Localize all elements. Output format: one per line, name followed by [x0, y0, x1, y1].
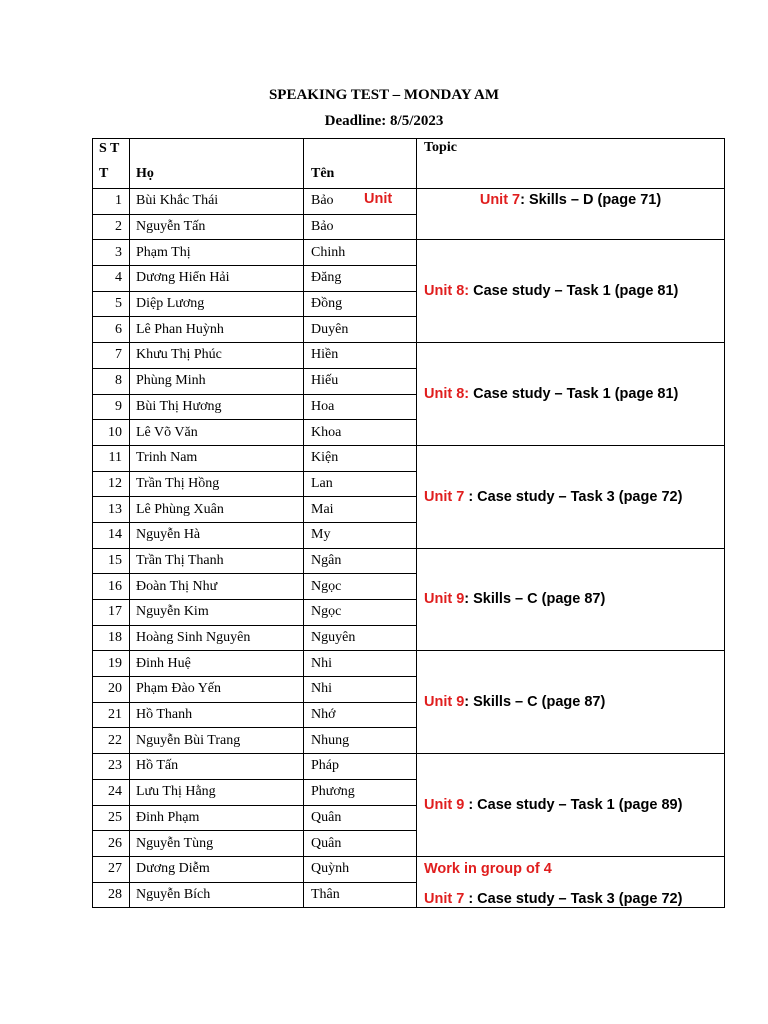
student-ten: Kiện: [304, 445, 417, 471]
student-ten: Bảo: [304, 214, 417, 240]
table-row: [93, 445, 725, 471]
row-number: 12: [93, 471, 130, 497]
student-ten: Lan: [304, 471, 417, 497]
header-stt-line2: T: [99, 166, 109, 181]
header-ten: [304, 139, 417, 189]
topic-cell: [417, 548, 725, 651]
header-topic-label: Topic: [424, 140, 457, 155]
topic-unit: Unit 9: [424, 694, 465, 710]
student-ho: Đinh Phạm: [130, 805, 304, 831]
table-row: [93, 189, 725, 215]
student-ho: Phạm Đào Yến: [130, 677, 304, 703]
row-number: 28: [93, 882, 130, 908]
header-ho-label: Họ: [136, 166, 154, 181]
student-ho: Phùng Minh: [130, 368, 304, 394]
row-number: 26: [93, 831, 130, 857]
topic-description: : Skills – C (page 87): [464, 694, 606, 710]
student-ho: Nguyễn Tấn: [130, 214, 304, 240]
student-ten: Nhi: [304, 651, 417, 677]
header-stt-line1: S T: [99, 141, 120, 156]
row-number: 3: [93, 240, 130, 266]
student-ten: My: [304, 522, 417, 548]
student-ten: Đăng: [304, 266, 417, 292]
topic-description: : Case study – Task 1 (page 89): [468, 796, 683, 813]
row-number: 24: [93, 779, 130, 805]
topic-cell: [417, 651, 725, 754]
row-number: 13: [93, 497, 130, 523]
row-number: 6: [93, 317, 130, 343]
row-number: 9: [93, 394, 130, 420]
row-number: 8: [93, 368, 130, 394]
student-ho: Đinh Huệ: [130, 651, 304, 677]
row-number: 25: [93, 805, 130, 831]
student-ten: Quân: [304, 831, 417, 857]
student-ho: Hồ Tấn: [130, 754, 304, 780]
table-row: [93, 856, 725, 882]
student-ho: Lê Phùng Xuân: [130, 497, 304, 523]
row-number: 18: [93, 625, 130, 651]
student-ho: Bùi Khắc Thái: [130, 189, 304, 215]
student-ho: Hồ Thanh: [130, 702, 304, 728]
student-ho: Nguyễn Kim: [130, 600, 304, 626]
student-ten: Hoa: [304, 394, 417, 420]
topic-cell: [417, 189, 725, 240]
topic-description: Case study – Task 1 (page 81): [469, 283, 679, 299]
header-ten-label: Tên: [311, 166, 335, 181]
header-ho: [130, 139, 304, 189]
student-ten: Ngọc: [304, 600, 417, 626]
row-number: 4: [93, 266, 130, 292]
table-header-row: [93, 139, 725, 189]
student-ho: Trinh Nam: [130, 445, 304, 471]
topic-cell: [417, 754, 725, 857]
student-ten: Bảo: [304, 189, 417, 215]
row-number: 16: [93, 574, 130, 600]
student-ten: Phương: [304, 779, 417, 805]
student-ten: Chinh: [304, 240, 417, 266]
row-number: 27: [93, 856, 130, 882]
student-ten: Nhớ: [304, 702, 417, 728]
topic-description: : Skills – C (page 87): [464, 591, 606, 608]
student-ten: Pháp: [304, 754, 417, 780]
topic-description: : Case study – Task 3 (page 72): [468, 891, 683, 908]
row-number: 17: [93, 600, 130, 626]
row-number: 19: [93, 651, 130, 677]
topic-unit: Unit 9: [424, 796, 469, 813]
student-ho: Nguyễn Bích: [130, 882, 304, 908]
student-ho: Phạm Thị: [130, 240, 304, 266]
student-ten: Quân: [304, 805, 417, 831]
topic-description: : Skills – D (page 71): [520, 192, 662, 208]
student-ho: Hoàng Sinh Nguyên: [130, 625, 304, 651]
row-number: 20: [93, 677, 130, 703]
row-number: 23: [93, 754, 130, 780]
student-ho: Diệp Lương: [130, 291, 304, 317]
student-ten: Nhi: [304, 677, 417, 703]
topic-unit: Unit 7: [479, 192, 521, 208]
student-ho: Nguyễn Hà: [130, 522, 304, 548]
student-ho: Bùi Thị Hương: [130, 394, 304, 420]
topic-description: Case study – Task 1 (page 81): [469, 385, 679, 402]
topic-cell: [417, 445, 725, 548]
document-title: SPEAKING TEST – MONDAY AM: [268, 87, 500, 103]
header-topic: [417, 139, 725, 189]
topic-unit: Unit 9: [424, 591, 465, 608]
student-ten: Ngọc: [304, 574, 417, 600]
row-number: 1: [93, 189, 130, 215]
student-ten: Mai: [304, 497, 417, 523]
row-number: 10: [93, 420, 130, 446]
topic-cell: [417, 343, 725, 446]
deadline: Deadline: 8/5/2023: [324, 113, 444, 129]
table-row: [93, 240, 725, 266]
topic-description: : Case study – Task 3 (page 72): [468, 488, 683, 505]
student-topic-table: [92, 138, 725, 908]
student-ho: Lê Võ Văn: [130, 420, 304, 446]
student-ho: Lê Phan Huỳnh: [130, 317, 304, 343]
header-stt: [93, 139, 130, 189]
topic-cell: [417, 856, 725, 907]
stray-unit-label: Unit: [364, 191, 393, 207]
student-ten: Đồng: [304, 291, 417, 317]
topic-cell: [417, 240, 725, 343]
student-ten: Ngân: [304, 548, 417, 574]
student-ho: Lưu Thị Hằng: [130, 779, 304, 805]
student-ten: Nguyên: [304, 625, 417, 651]
student-ho: Nguyễn Tùng: [130, 831, 304, 857]
topic-unit: Unit 8:: [424, 385, 470, 402]
student-ho: Trần Thị Hồng: [130, 471, 304, 497]
row-number: 22: [93, 728, 130, 754]
student-ten: Thân: [304, 882, 417, 908]
student-ten: Nhung: [304, 728, 417, 754]
student-ho: Dương Diễm: [130, 856, 304, 882]
table-row: [93, 343, 725, 369]
student-ten: Hiếu: [304, 368, 417, 394]
student-ten: Duyên: [304, 317, 417, 343]
student-ten: Quỳnh: [304, 856, 417, 882]
student-ten: Khoa: [304, 420, 417, 446]
topic-unit: Unit 7: [424, 891, 469, 908]
row-number: 15: [93, 548, 130, 574]
student-ho: Đoàn Thị Như: [130, 574, 304, 600]
topic-unit: Unit 7: [424, 488, 469, 505]
group-note: Work in group of 4: [424, 860, 552, 877]
student-ho: Nguyễn Bùi Trang: [130, 728, 304, 754]
table-row: [93, 548, 725, 574]
student-ho: Trần Thị Thanh: [130, 548, 304, 574]
row-number: 21: [93, 702, 130, 728]
row-number: 7: [93, 343, 130, 369]
topic-unit: Unit 8:: [424, 283, 470, 299]
student-ho: Dương Hiển Hải: [130, 266, 304, 292]
row-number: 14: [93, 522, 130, 548]
row-number: 2: [93, 214, 130, 240]
student-ho: Khưu Thị Phúc: [130, 343, 304, 369]
student-ten: Hiền: [304, 343, 417, 369]
row-number: 5: [93, 291, 130, 317]
table-row: [93, 754, 725, 780]
table-row: [93, 651, 725, 677]
row-number: 11: [93, 445, 130, 471]
